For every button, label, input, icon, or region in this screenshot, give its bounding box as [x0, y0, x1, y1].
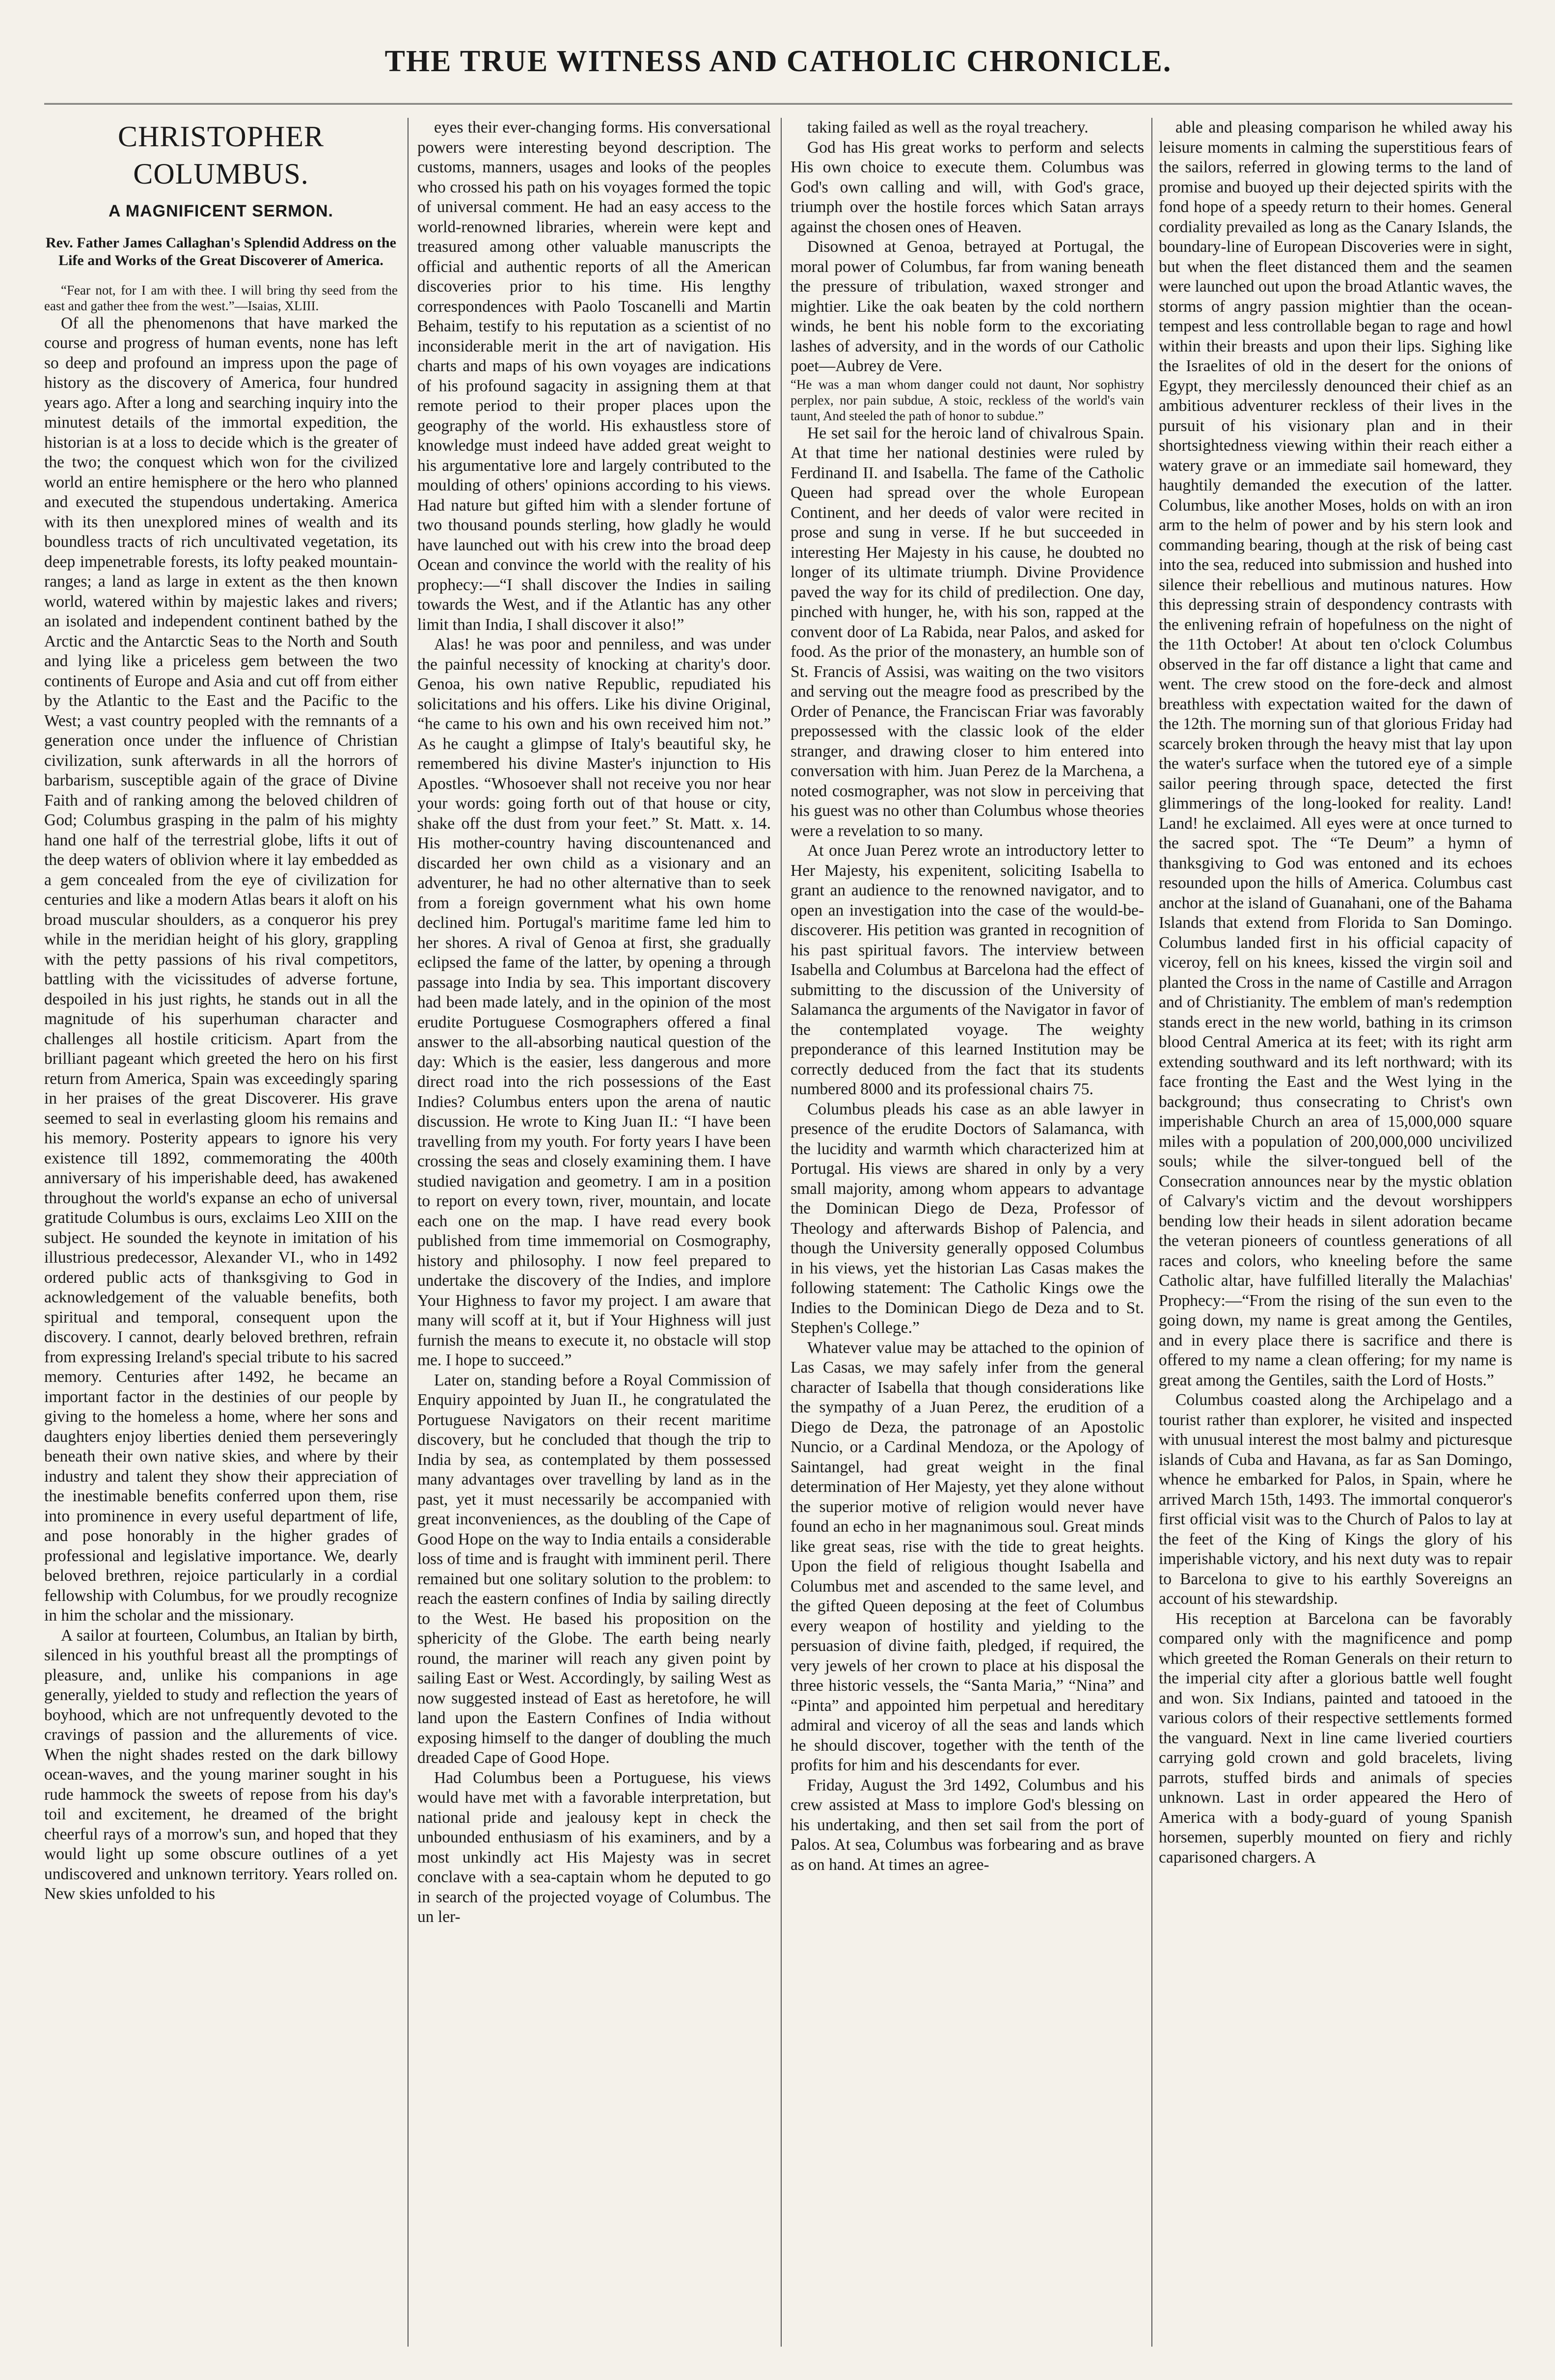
- paragraph: Had Columbus been a Portuguese, his views would have met with a favorable interpretation, but national pride and jealousy kept in check the unbounded enthusiasm of his examiners, and by a most unkindly act His Majesty was in secret conclave with a sea-captain whom he deputed to go in search of the projected voyage of Columbus. The un ler-: [417, 1768, 771, 1926]
- column-1: [44, 118, 398, 2347]
- masthead-rule: [44, 103, 1512, 105]
- column-2: [417, 118, 771, 2347]
- article-subhead: A MAGNIFICENT SERMON.: [109, 202, 333, 220]
- column-3: [791, 118, 1144, 2347]
- paragraph: taking failed as well as the royal treachery.: [807, 118, 1089, 136]
- paragraph: Of all the phenomenons that have marked the course and progress of human events, none has left so deep and profound an impress upon the page of history as the discovery of America, four hundred years ago. After a long and searching inquiry into the minutest details of the immortal expedition, the historian is at a loss to decide which is the greater of the two; the conquest which won for the civilized world an entire hemisphere or the hero who planned and executed the stupendous undertaking. America with its then unexplored mines of wealth and its boundless tracts of rich uncultivated vegetation, its deep impenetrable forests, its lofty peaked mountain-ranges; a land as large in extent as the then known world, watered within by majestic lakes and rivers; an isolated and independent continent bathed by the Arctic and the Antarctic Seas to the North and South and lying like a priceless gem between the two continents of Europe and Asia and cut off from either by the Atlantic to the East and the Pacific to the West; a vast country peopled with the remnants of a generation once under the influence of Christian civilization, sunk afterwards in all the horrors of barbarism, susceptible again of the grace of Divine Faith and of ranking among the beloved children of God; Columbus grasping in the palm of his mighty hand one half of the terrestrial globe, lifts it out of the deep waters of oblivion where it lay embedded as a gem concealed from the eye of civilization for centuries and like a modern Atlas bears it aloft on his broad muscular shoulders, as a conqueror his prey while in the meridian height of his glory, grappling with the petty passions of his rival competitors, battling with the vicissitudes of adverse fortune, despoiled in his just rights, he stands out in all the magnitude of his superhuman character and challenges all hostile criticism. Apart from the brilliant pageant which greeted the hero on his first return from America, Spain was exceedingly sparing in her praises of the great Discoverer. His grave seemed to seal in everlasting gloom his remains and his memory. Posterity appears to ignore his very existence till 1892, commemorating the 400th anniversary of his imperishable deed, has awakened throughout the world's expanse an echo of universal gratitude Columbus is ours, exclaims Leo XIII on the subject. He sounded the keynote in imitation of his illustrious predecessor, Alexander VI., who in 1492 ordered public acts of thanksgiving to God in acknowledgement of the valuable benefits, both spiritual and temporal, consequent upon the discovery. I cannot, dearly beloved brethren, refrain from expressing Ireland's special tribute to his sacred memory. Centuries after 1492, he became an important factor in the destinies of our people by giving to the homeless a home, where her sons and daughters enjoy liberties denied them perseveringly beneath their own native skies, and where by their industry and talent they show their appreciation of the inestimable benefits conferred upon them, rise into prominence in every useful department of life, and pose honorably in the higher grades of professional and legislative importance. We, dearly beloved brethren, rejoice particularly in a cordial fellowship with Columbus, for we proudly recognize in him the scholar and the missionary.: [44, 314, 398, 1624]
- paragraph: A sailor at fourteen, Columbus, an Italian by birth, silenced in his youthful breast all the promptings of pleasure, and, unlike his companions in age generally, yielded to study and reflection the years of boyhood, which are not unfrequently devoted to the cravings of passion and the allurements of vice. When the night shades rested on the dark billowy ocean-waves, and the young mariner sought in his rude hammock the sweets of repose from his day's toil and excitement, he dreamed of the bright cheerful rays of a morrow's sun, and hoped that they would light up some obscure outlines of a yet undiscovered and unknown territory. Years rolled on. New skies unfolded to his: [44, 1626, 398, 1903]
- paragraph: He set sail for the heroic land of chivalrous Spain. At that time her national destinies were ruled by Ferdinand II. and Isabella. The fame of the Catholic Queen had spread over the whole European Continent, and her deeds of valor were recited in prose and sung in verse. If he but succeeded in interesting Her Majesty in his cause, he doubted no longer of its ultimate triumph. Divine Providence paved the way for its child of predilection. One day, pinched with hunger, he, with his son, rapped at the convent door of La Rabida, near Palos, and asked for food. As the prior of the monastery, an humble son of St. Francis of Assisi, was waiting on the two visitors and serving out the meagre food as prescribed by the Order of Penance, the Franciscan Friar was favorably prepossessed with the classic look of the elder stranger, and drawing closer to him entered into conversation with him. Juan Perez de la Marchena, a noted cosmographer, was not slow in perceiving that his guest was no other than Columbus whose theories were a revelation to so many.: [791, 424, 1144, 840]
- paragraph: able and pleasing comparison he whiled away his leisure moments in calming the superstitious fears of the sailors, referred in glowing terms to the land of promise and buoyed up their dejected spirits with the fond hope of a speedy return to their homes. General cordiality prevailed as long as the Canary Islands, the boundary-line of European Discoveries were in sight, but when the fleet distanced them and the seamen were launched out upon the broad Atlantic waves, the storms of angry passion mightier than the ocean-tempest and less controllable began to rage and howl within their breasts and upon their lips. Sighing like the Israelites of old in the desert for the onions of Egypt, they mercilessly denounced their chief as an ambitious adventurer reckless of their lives in the pursuit of his visionary plan and in their shortsightedness viewing within their reach either a watery grave or an immediate sail homeward, they haughtily demanded the execution of the latter. Columbus, like another Moses, holds on with an iron arm to the helm of power and by his stern look and commanding bearing, though at the risk of being cast into the sea, reduced into submission and hushed into silence their rebellious and mutinous natures. How this depressing strain of despondency contrasts with the enlivening refrain of hopefulness on the night of the 11th October! At about ten o'clock Columbus observed in the far off distance a light that came and went. The crew stood on the fore-deck and almost breathless with expectation waited for the dawn of the 12th. The morning sun of that glorious Friday had scarcely broken through the heavy mist that lay upon the water's surface when the tutored eye of a simple sailor peering through space, detected the first glimmerings of the long-looked for reality. Land! Land! he exclaimed. All eyes were at once turned to the sacred spot. The “Te Deum” a hymn of thanksgiving to God was entoned and its echoes resounded upon the hills of America. Columbus cast anchor at the island of Guanahani, one of the Bahama Islands that extend from Florida to San Domingo. Columbus landed first in his official capacity of viceroy, fell on his knees, kissed the virgin soil and planted the Cross in the name of Castille and Arragon and of Christianity. The emblem of man's redemption stands erect in the new world, bathing in its crimson blood Central America at its feet; with its right arm extending southward and its left northward; with its face fronting the East and the West lying in the background; thus consecrating to Christ's own imperishable Church an area of 15,000,000 square miles with a population of 200,000,000 uncivilized souls; while the silver-tongued bell of the Consecration announces near by the mystic oblation of Calvary's victim and the devout worshippers bending low their heads in silent adoration became the veteran pioneers of countless generations of all races and colors, who kneeling before the same Catholic altar, have fulfilled literally the Malachias' Prophecy:—“From the rising of the sun even to the going down, my name is great among the Gentiles, and in every place there is sacrifice and there is offered to my name a clean offering; for my name is great among the Gentiles, saith the Lord of Hosts.”: [1159, 118, 1512, 1389]
- column-divider: [408, 118, 409, 2347]
- newspaper-page: [44, 20, 1512, 2356]
- paragraph: His reception at Barcelona can be favorably compared only with the magnificence and pomp which greeted the Roman Generals on their return to the imperial city after a glorious battle well fought and won. Six Indians, painted and tatooed in the various colors of their respective settlements formed the vanguard. Next in line came liveried courtiers carrying gold crown and gold bracelets, living parrots, stuffed birds and animals of species unknown. Last in order appeared the Hero of America with a body-guard of young Spanish horsemen, superbly mounted on fiery and richly caparisoned chargers. A: [1159, 1609, 1512, 1866]
- column-divider: [781, 118, 782, 2347]
- paragraph: eyes their ever-changing forms. His conversational powers were interesting beyond description. The customs, manners, usages and looks of the peoples who crossed his path on his voyages formed the topic of universal comment. He had an easy access to the world-renowned libraries, wherein were kept and treasured among other valuable manuscripts the official and authentic reports of all the American discoveries prior to his time. His lengthy correspondences with Paolo Toscanelli and Martin Behaim, testify to his reputation as a scientist of no inconsiderable merit in the art of navigation. His charts and maps of his own voyages are indications of his profound sagacity in assigning them at that remote period to their proper places upon the geography of the world. His exhaustless store of knowledge must indeed have added great weight to his argumentative lore and largely contributed to the moulding of others' opinions according to his views. Had nature but gifted him with a slender fortune of two thousand pounds sterling, how gladly he would have launched out with his crew into the broad deep Ocean and convince the world with the reality of his prophecy:—“I shall discover the Indies in sailing towards the West, and if the Atlantic has any other limit than India, I shall discover it also!”: [417, 118, 771, 634]
- epigraph: “Fear not, for I am with thee. I will bring thy seed from the east and gather thee from the west.”—Isaias, XLIII.: [44, 282, 398, 313]
- column-divider: [1151, 118, 1152, 2347]
- paragraph: Whatever value may be attached to the opinion of Las Casas, we may safely infer from the general character of Isabella that though considerations like the sympathy of a Juan Perez, the erudition of a Diego de Deza, the patronage of an Apostolic Nuncio, or a Cardinal Mendoza, or the Apology of Saintangel, had great weight in the final determination of Her Majesty, yet they alone without the superior motive of religion would never have found an echo in her magnanimous soul. Great minds like great seas, rise with the tide to great heights. Upon the field of religious thought Isabella and Columbus met and ascended to the same level, and the gifted Queen deposing at the feet of Columbus every weapon of hostility and yielding to the persuasion of divine faith, pledged, if required, the very jewels of her crown to place at his disposal the three historic vessels, the “Santa Maria,” “Nina” and “Pinta” and appointed him perpetual and hereditary admiral and viceroy of all the seas and lands which he should discover, together with the tenth of the profits for him and his descendants for ever.: [791, 1338, 1144, 1774]
- column-4: [1159, 118, 1512, 2347]
- paragraph: Friday, August the 3rd 1492, Columbus and his crew assisted at Mass to implore God's blessing on his undertaking, and then set sail from the port of Palos. At sea, Columbus was forbearing and as brave as on hand. At times an agree-: [791, 1776, 1144, 1874]
- verse-quote: “He was a man whom danger could not daunt, Nor sophistry perplex, nor pain subdue, A stoic, reckless of the world's vain taunt, And steeled the path of honor to subdue.”: [791, 377, 1144, 423]
- paragraph: Columbus pleads his case as an able lawyer in presence of the erudite Doctors of Salamanca, with the lucidity and warmth which characterized him at Portugal. His views are shared in only by a very small majority, among whom appears to advantage the Dominican Diego de Deza, Professor of Theology and afterwards Bishop of Palencia, and though the University generally opposed Columbus in his views, yet the historian Las Casas makes the following statement: The Catholic Kings owe the Indies to the Dominican Diego de Deza and to St. Stephen's College.”: [791, 1100, 1144, 1337]
- paragraph: Disowned at Genoa, betrayed at Portugal, the moral power of Columbus, far from waning beneath the pressure of tribulation, waxed stronger and mightier. Like the oak beaten by the cold northern winds, he bent his noble form to the excoriating lashes of adversity, and in the words of our Catholic poet—Aubrey de Vere.: [791, 238, 1144, 375]
- paragraph: Alas! he was poor and penniless, and was under the painful necessity of knocking at charity's door. Genoa, his own native Republic, repudiated his solicitations and his offers. Like his divine Original, “he came to his own and his own received him not.” As he caught a glimpse of Italy's beautiful sky, he remembered his divine Master's injunction to His Apostles. “Whosoever shall not receive you nor hear your words: going forth out of that house or city, shake off the dust from your feet.” St. Matt. x. 14. His mother-country having discountenanced and discarded her own child as a visionary and an adventurer, he had no other alternative than to seek from a foreign government what his own home declined him. Portugal's maritime fame led him to her shores. A rival of Genoa at first, she gradually eclipsed the fame of the latter, by opening a through passage into India by sea. This important discovery had been made lately, and in the opinion of the most erudite Portuguese Cosmographers offered a final answer to the all-absorbing nautical question of the day: Which is the easier, less dangerous and more direct road into the rich possessions of the East Indies? Columbus enters upon the arena of nautic discussion. He wrote to King Juan II.: “I have been travelling from my youth. For forty years I have been crossing the seas and closely examining them. I have studied navigation and geometry. I am in a position to report on every town, river, mountain, and locate each one on the map. I have read every book published from time immemorial on Cosmography, history and philosophy. I now feel prepared to undertake the discovery of the Indies, and implore Your Highness to favor my project. I am aware that many will scoff at it, but if Your Highness will just furnish the means to execute it, no obstacle will stop me. I hope to succeed.”: [417, 635, 771, 1369]
- masthead: [44, 39, 1512, 93]
- article-title: CHRISTOPHER COLUMBUS.: [118, 120, 324, 190]
- paragraph: Columbus coasted along the Archipelago and a tourist rather than explorer, he visited and inspected with unusual interest the most balmy and picturesque islands of Cuba and Havana, as far as San Domingo, whence he embarked for Palos, in Spain, where he arrived March 15th, 1493. The immortal conqueror's first official visit was to the Church of Palos to lay at the feet of the King of Kings the glory of his imperishable victory, and his next duty was to repair to Barcelona to give to his earthly Sovereigns an account of his stewardship.: [1159, 1391, 1512, 1608]
- paragraph: At once Juan Perez wrote an introductory letter to Her Majesty, his expenitent, soliciting Isabella to grant an audience to the renowned navigator, and to open an investigation into the case of the would-be-discoverer. His petition was granted in recognition of his past spiritual favors. The interview between Isabella and Columbus at Barcelona had the effect of submitting to the discussion of the University of Salamanca the arguments of the Navigator in favor of the contemplated voyage. The weighty preponderance of this learned Institution may be correctly deduced from the fact that its students numbered 8000 and its professional chairs 75.: [791, 841, 1144, 1098]
- paragraph: Later on, standing before a Royal Commission of Enquiry appointed by Juan II., he congratulated the Portuguese Navigators on their recent maritime discovery, but he concluded that though the trip to India by sea, as contemplated by them possessed many advantages over travelling by land as in the past, yet it must necessarily be accompanied with great inconveniences, as the doubling of the Cape of Good Hope on the way to India entails a considerable loss of time and is fraught with imminent peril. There remained but one solitary solution to the problem: to reach the eastern confines of India by sailing directly to the West. He based his proposition on the sphericity of the Globe. The earth being nearly round, the mariner will reach any given point by sailing East or West. Accordingly, by sailing West as now suggested instead of East as heretofore, he will land upon the Eastern Confines of India without exposing himself to the danger of doubling the much dreaded Cape of Good Hope.: [417, 1371, 771, 1767]
- paragraph: God has His great works to perform and selects His own choice to execute them. Columbus was God's own calling and will, with God's grace, triumph over the hostile forces which Satan arrays against the chosen ones of Heaven.: [791, 138, 1144, 236]
- article-byline: Rev. Father James Callaghan's Splendid Address on the Life and Works of the Great Discoverer of America.: [45, 234, 396, 269]
- masthead-title: THE TRUE WITNESS AND CATHOLIC CHRONICLE.: [384, 45, 1172, 78]
